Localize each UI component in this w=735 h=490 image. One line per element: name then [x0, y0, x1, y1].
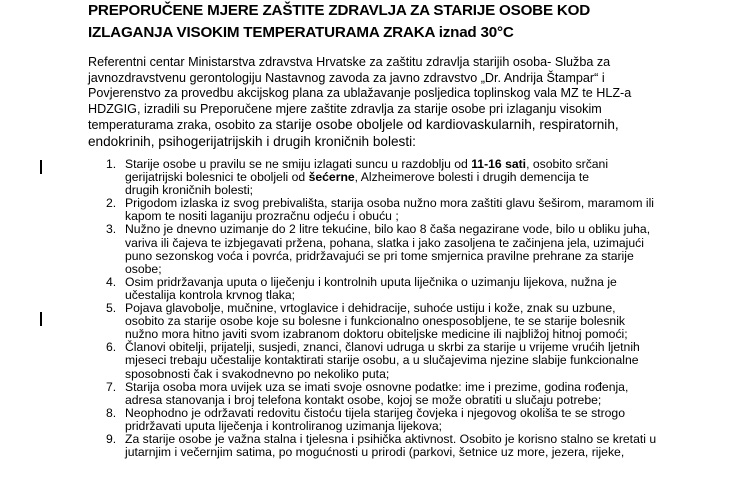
- title-line-2: IZLAGANJA VISOKIM TEMPERATURAMA ZRAKA iznad 30°C: [88, 24, 514, 41]
- list-item: [98, 197, 730, 223]
- list-item: [98, 407, 730, 433]
- list-item: [98, 302, 730, 341]
- item-number: 9.: [106, 431, 117, 446]
- list-item: [98, 341, 730, 380]
- item-number: 3.: [106, 222, 117, 237]
- item-line: učestalija kontrola krvnog tlaka;: [125, 287, 296, 302]
- item-line: sposobnosti čak i svakodnevno po nekoliko puta;: [125, 366, 390, 381]
- item-text: gerijatrijski bolesnici te oboljeli od: [125, 170, 309, 185]
- item-text: , osobito srčani: [526, 157, 609, 171]
- item-line: adresa stanovanja i broj telefona kontakt osobe, kojoj se može obratiti u slučaju potrebe;: [125, 392, 602, 407]
- item-line: Starija osoba mora uvijek uza se imati svoje osnovne podatke: ime i prezime, godina rođenja,: [125, 379, 629, 394]
- intro-line: HDZGIG, izradili su Preporučene mjere zaštite zdravlja za starije osobe pri izlaganju visokim: [88, 101, 602, 116]
- item-text-bold: šećerne: [308, 170, 355, 185]
- item-line: mjeseci trebaju učestalije kontaktirati starije osobu, a u slučajevima njezine slabije funkcionalne: [125, 353, 639, 368]
- item-text: , Alzheimerove bolesti i drugih demencija te: [354, 170, 590, 185]
- item-line: Za starije osobe je važna stalna i tjelesna i psihička aktivnost. Osobito je korisno stalno se kretati u: [125, 431, 657, 446]
- item-number: 1.: [106, 157, 117, 171]
- item-line: drugih kroničnih bolesti;: [125, 183, 254, 198]
- item-number: 8.: [106, 405, 117, 420]
- intro-paragraph: [88, 55, 728, 149]
- item-number: 2.: [106, 196, 117, 211]
- item-number: 5.: [106, 301, 117, 316]
- change-bar-mark: [40, 312, 42, 326]
- intro-line: endokrinih, psihogerijatrijskih i drugih kroničnih bolesti:: [88, 133, 416, 149]
- item-line: osobe;: [125, 261, 162, 276]
- item-line: kapom te nositi laganiju prozračnu odjeću i obuću ;: [125, 209, 399, 224]
- item-line: nužno mora hitno javiti svom izabranom doktoru obiteljske medicine ili najbližoj hitnoj pomoći;: [125, 327, 628, 342]
- list-item: [98, 433, 730, 459]
- intro-line: Povjerenstvo za provedbu akcijskog plana za ublažavanje posljedica toplinskog vala MZ te HLZ-a: [88, 86, 632, 100]
- item-line: Prigodom izlaska iz svog prebivališta, starija osoba nužno mora zaštiti glavu šeširom, maramom ili: [125, 196, 655, 211]
- item-text: Starije osobe u pravilu se ne smiju izlagati suncu u razdoblju od: [125, 157, 472, 171]
- intro-line: Referentni centar Ministarstva zdravstva Hrvatske za zaštitu zdravlja starijih osoba- Služba za: [88, 55, 611, 69]
- item-line: osobito za starije osobe koje su bolesne i funkcionalno onesposobljene, te se starije bolesnik: [125, 314, 626, 329]
- item-number: 6.: [106, 340, 117, 355]
- recommendation-list: [98, 158, 730, 459]
- item-line: Osim pridržavanja uputa o liječenju i kontrolnih uputa liječnika o uzimanju lijekova, nužna je: [125, 274, 617, 289]
- list-item: [98, 158, 730, 197]
- item-line: pridržavati uputa liječenja i kontroliranog uzimanja lijekova;: [125, 418, 443, 433]
- intro-line: javnozdravstvenu gerontologiju Nastavnog zavoda za javno zdravstvo „Dr. Andrija Štampar“ i: [88, 70, 605, 85]
- intro-text: starije osobe oboljele od kardiovaskularnih, respiratornih,: [275, 117, 619, 132]
- list-item: [98, 276, 730, 302]
- title-line-1: PREPORUČENE MJERE ZAŠTITE ZDRAVLJA ZA STARIJE OSOBE KOD: [88, 2, 591, 19]
- item-line: variva ili čajeva te izbjegavati pržena, pohana, slatka i jako zasoljena te začinjena jela, uzimajući: [125, 235, 644, 250]
- document-title: [88, 0, 728, 44]
- item-line: Članovi obitelji, prijatelji, susjedi, znanci, članovi udruga u skrbi za starije u vrijeme vrućih ljetnih: [125, 340, 640, 355]
- item-line: jutarnjim i večernjim satima, po mogućnosti u prirodi (parkovi, šetnice uz more, jezera, rijeke,: [125, 445, 625, 460]
- item-line: Neophodno je održavati redovitu čistoću tijela starijeg čovjeka i njegovog okoliša te se strogo: [125, 405, 625, 420]
- list-item: [98, 381, 730, 407]
- change-bar-mark: [40, 160, 42, 174]
- intro-line: [88, 117, 728, 134]
- item-line: puno sezonskog voća i povrća, pridržavajući se pri tome smjernica pravilne prehrane za starije: [125, 248, 634, 263]
- item-line: Nužno je dnevno uzimanje do 2 litre tekućine, bilo kao 8 čaša negazirane vode, bilo u obliku juha,: [125, 222, 651, 237]
- intro-text: temperaturama zraka, osobito za: [88, 118, 276, 132]
- item-number: 4.: [106, 274, 117, 289]
- item-number: 7.: [106, 379, 117, 394]
- list-item: [98, 223, 730, 275]
- item-line: Pojava glavobolje, mučnine, vrtoglavice i dehidracije, suhoće ustiju i kože, znak su uzbune,: [125, 301, 616, 316]
- item-text-bold: 11-16 sati: [471, 157, 527, 171]
